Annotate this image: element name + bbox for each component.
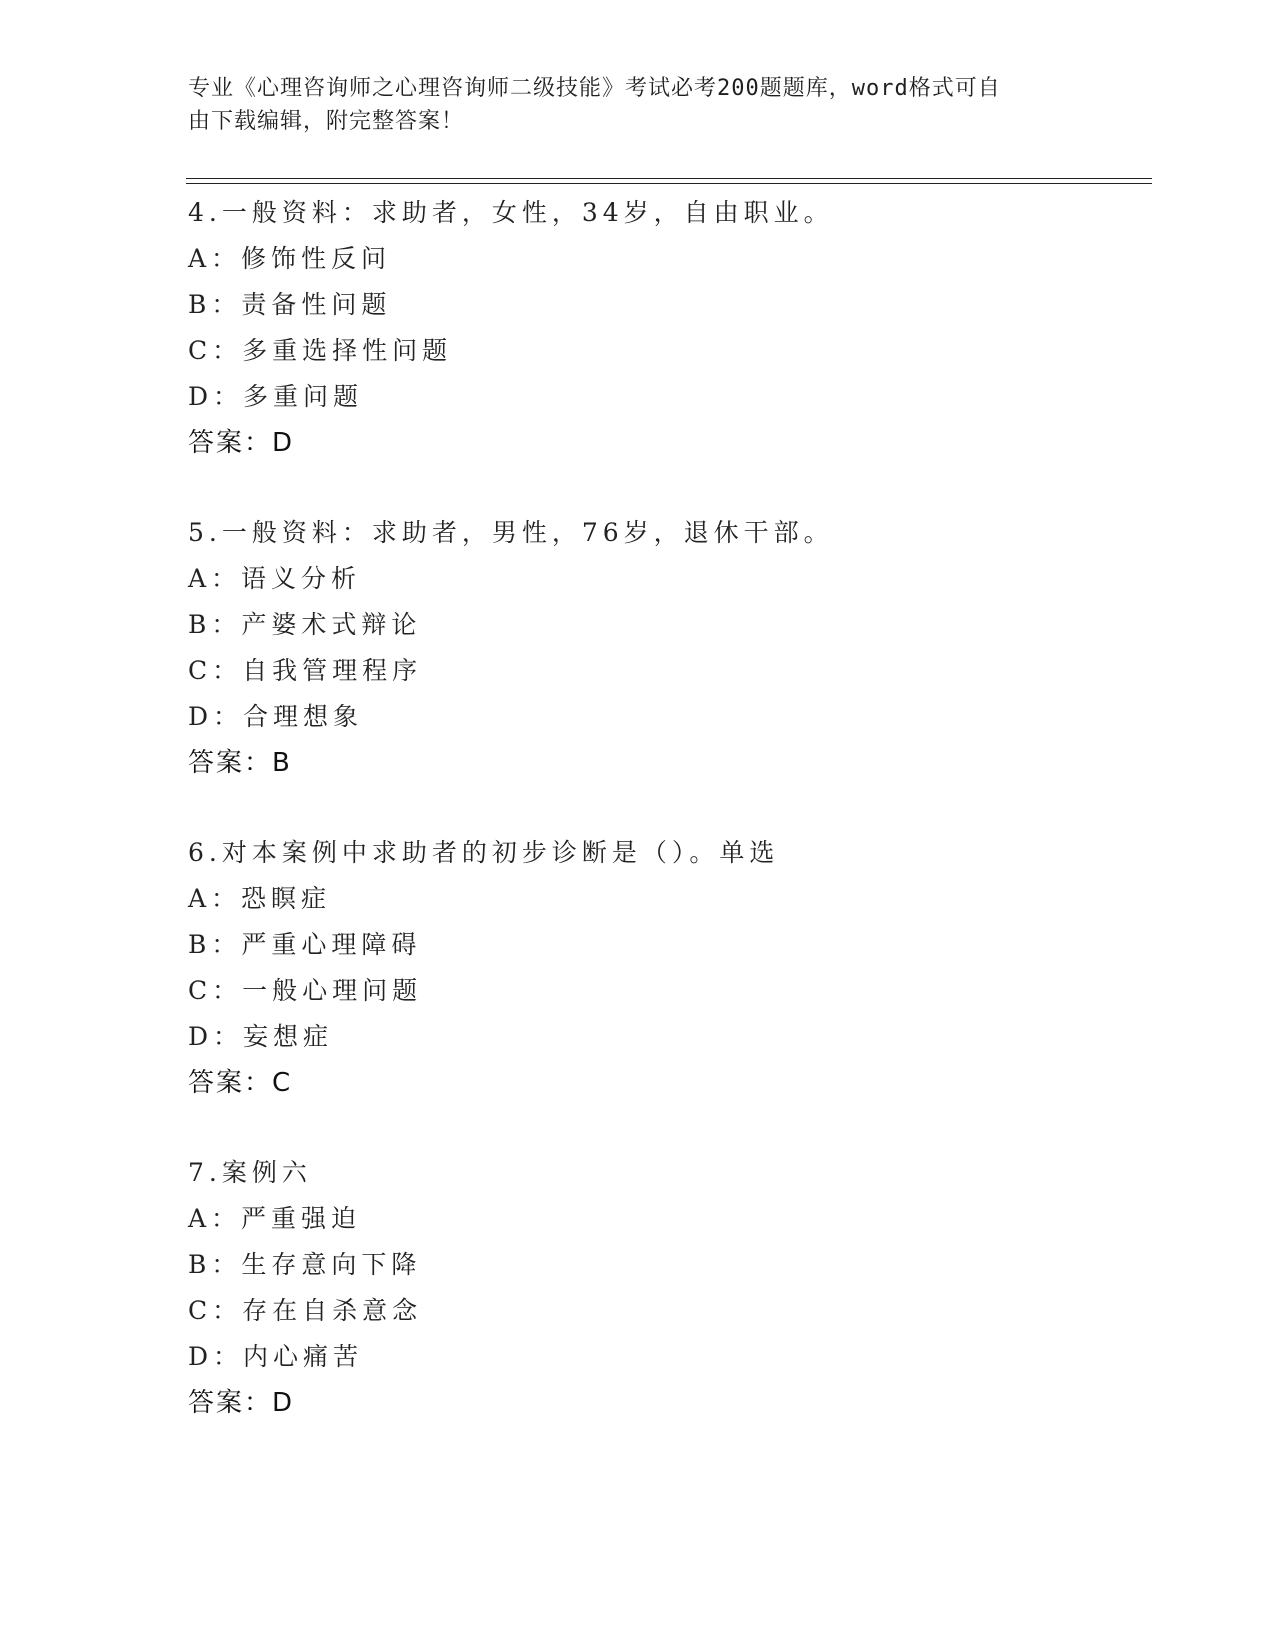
header-divider-top bbox=[186, 178, 1152, 179]
option-b: B：严重心理障碍 bbox=[188, 930, 422, 959]
option-b: B：生存意向下降 bbox=[188, 1250, 422, 1279]
answer-line: 答案：D bbox=[188, 428, 295, 458]
option-a: A：恐瞑症 bbox=[188, 884, 332, 913]
question-item bbox=[188, 510, 1148, 786]
document-header bbox=[188, 72, 1068, 138]
header-line-2: 由下载编辑，附完整答案！ bbox=[188, 109, 465, 134]
question-item bbox=[188, 190, 1148, 466]
answer-line: 答案：D bbox=[188, 1388, 295, 1418]
option-c: C：多重选择性问题 bbox=[188, 336, 453, 365]
question-list bbox=[188, 190, 1148, 1470]
question-stem: 5.一般资料：求助者，男性，76岁，退休干部。 bbox=[188, 518, 834, 547]
option-d: D：内心痛苦 bbox=[188, 1342, 364, 1371]
option-b: B：责备性问题 bbox=[188, 290, 392, 319]
question-stem: 6.对本案例中求助者的初步诊断是（）。单选 bbox=[188, 838, 780, 867]
option-b: B：产婆术式辩论 bbox=[188, 610, 422, 639]
option-a: A：语义分析 bbox=[188, 564, 362, 593]
answer-line: 答案：C bbox=[188, 1068, 293, 1098]
option-c: C：一般心理问题 bbox=[188, 976, 423, 1005]
option-a: A：修饰性反问 bbox=[188, 244, 392, 273]
question-stem: 7.案例六 bbox=[188, 1158, 312, 1187]
option-d: D：妄想症 bbox=[188, 1022, 334, 1051]
option-a: A：严重强迫 bbox=[188, 1204, 362, 1233]
option-d: D：多重问题 bbox=[188, 382, 364, 411]
header-line-1: 专业《心理咨询师之心理咨询师二级技能》考试必考200题题库，word格式可自 bbox=[188, 76, 1001, 101]
question-item bbox=[188, 1150, 1148, 1426]
option-c: C：自我管理程序 bbox=[188, 656, 423, 685]
option-d: D：合理想象 bbox=[188, 702, 364, 731]
option-c: C：存在自杀意念 bbox=[188, 1296, 423, 1325]
question-item bbox=[188, 830, 1148, 1106]
answer-line: 答案：B bbox=[188, 748, 292, 778]
header-divider-bottom bbox=[186, 183, 1152, 184]
question-stem: 4.一般资料：求助者，女性，34岁，自由职业。 bbox=[188, 198, 834, 227]
